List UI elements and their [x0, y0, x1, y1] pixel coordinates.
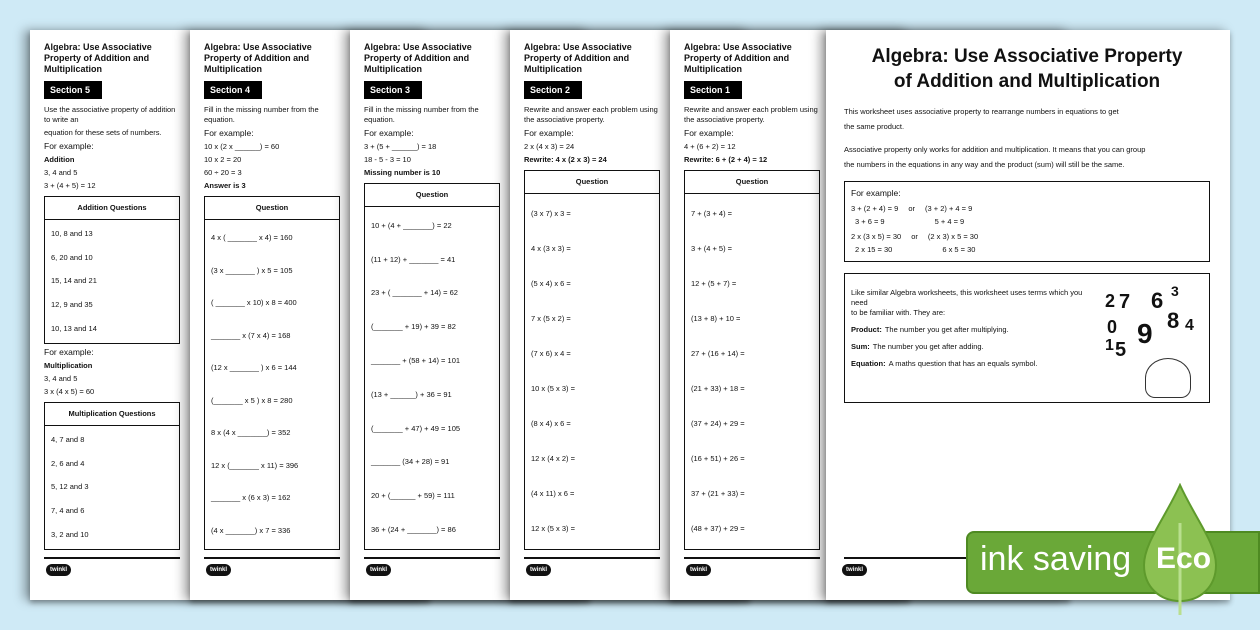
example-row — [851, 232, 1203, 242]
page-content — [844, 44, 1210, 403]
or-text: or — [911, 232, 918, 241]
example-alt-equation: (3 + 2) + 4 = 9 — [925, 204, 973, 213]
illustration-number: 4 — [1185, 317, 1194, 334]
question-table — [44, 402, 180, 550]
illustration-number: 5 — [1115, 339, 1127, 361]
table-row: (_______ x 5 ) x 8 = 280 — [211, 395, 293, 405]
table-header: Question — [365, 184, 499, 207]
term-text: The number you get after multiplying. — [884, 325, 1009, 334]
example-equation: 3 + (2 + 4) = 9 — [851, 204, 899, 213]
worksheet-header: Algebra: Use Associative Property of Addition and Multiplication — [524, 42, 632, 74]
illustration-number: 0 — [1107, 317, 1118, 337]
instruction-text: Use the associative property of addition to write an — [44, 105, 176, 124]
instruction-text: Rewrite and answer each problem using the associative property. — [524, 105, 658, 124]
table-row: (3 x _______ ) x 5 = 105 — [211, 265, 293, 275]
table-row: 7, 4 and 6 — [51, 506, 85, 516]
or-text: or — [908, 204, 915, 213]
worksheet-header: Algebra: Use Associative Property of Addition and Multiplication — [204, 42, 312, 74]
table-row: 8 x (4 x _______) = 352 — [211, 428, 291, 438]
example-row — [851, 204, 1203, 214]
example-equation: 3 x (4 x 5) = 60 — [44, 387, 95, 396]
cover-title — [844, 44, 1210, 94]
page-content — [44, 42, 180, 550]
table-row: 23 + ( _______ + 14) = 62 — [371, 288, 458, 298]
twinkl-logo: twinkl — [686, 564, 711, 576]
footer-divider — [204, 557, 340, 559]
table-row: 20 + (______ + 59) = 111 — [371, 491, 455, 501]
twinkl-logo: twinkl — [526, 564, 551, 576]
example-alt-equation: (2 x 3) x 5 = 30 — [927, 232, 979, 241]
table-row: 2, 6 and 4 — [51, 458, 85, 468]
intro-text: the numbers in the equations in any way and the product (sum) will still be the same. — [844, 160, 1125, 169]
example-label: For example: — [851, 188, 901, 198]
example-step: 2 x 15 = 30 — [855, 245, 893, 254]
example-label: For example: — [204, 128, 254, 138]
table-header: Question — [525, 171, 659, 194]
multiplication-label: Multiplication — [44, 361, 93, 370]
example-line: 3 + (5 + ______) = 18 — [364, 142, 437, 151]
twinkl-logo: twinkl — [46, 564, 71, 576]
illustration-number: 6 — [1151, 288, 1164, 313]
terms-text-column — [851, 288, 1101, 396]
table-body — [45, 220, 179, 343]
table-row: (_______ + 47) + 49 = 105 — [371, 423, 461, 433]
table-row: (12 x _______ ) x 6 = 144 — [211, 363, 297, 373]
page-content — [524, 42, 660, 550]
term-name: Product: — [851, 325, 882, 334]
terms-intro-block — [851, 288, 1101, 318]
table-row: 7 + (3 + 4) = — [691, 208, 733, 218]
example-box — [844, 181, 1210, 262]
table-row: 12, 9 and 35 — [51, 300, 93, 310]
table-row: 4 x (3 x 3) = — [531, 243, 571, 253]
example-line: 18 - 5 - 3 = 10 — [364, 155, 411, 164]
term-name: Sum: — [851, 342, 870, 351]
table-header: Question — [205, 197, 339, 220]
table-row: (3 x 7) x 3 = — [531, 208, 571, 218]
instruction-text: Rewrite and answer each problem using the associative property. — [684, 105, 818, 124]
table-row: 37 + (21 + 33) = — [691, 489, 745, 499]
section-badge: Section 4 — [204, 81, 262, 99]
example-label: For example: — [684, 128, 734, 138]
illustration-number: 1 — [1105, 337, 1114, 354]
intro-text: the same product. — [844, 122, 905, 131]
example-label: For example: — [524, 128, 574, 138]
table-row: 10, 8 and 13 — [51, 228, 93, 238]
table-row: 12 x (5 x 3) = — [531, 524, 575, 534]
table-body — [365, 207, 499, 549]
terms-box — [844, 273, 1210, 403]
example-line: 4 + (6 + 2) = 12 — [684, 142, 736, 151]
table-row: 4, 7 and 8 — [51, 434, 85, 444]
worksheet-header: Algebra: Use Associative Property of Addition and Multiplication — [364, 42, 472, 74]
thinking-child-illustration — [1101, 283, 1203, 396]
table-row: (_______ + 19) + 39 = 82 — [371, 322, 456, 332]
table-row: 5, 12 and 3 — [51, 482, 89, 492]
instruction-text: Fill in the missing number from the equation. — [364, 105, 479, 124]
example-set: 3, 4 and 5 — [44, 168, 78, 177]
footer-divider — [844, 557, 974, 559]
table-row: (21 + 33) + 18 = — [691, 384, 745, 394]
example-step: 5 + 4 = 9 — [934, 217, 965, 226]
terms-intro: to be familiar with. They are: — [851, 308, 946, 317]
table-row: 12 x (_______ x 11) = 396 — [211, 460, 299, 470]
table-body — [205, 220, 339, 549]
table-row: 12 + (5 + 7) = — [691, 278, 737, 288]
question-table — [44, 196, 180, 344]
table-row: 10, 13 and 14 — [51, 324, 97, 334]
twinkl-logo: twinkl — [366, 564, 391, 576]
table-row: _______ x (6 x 3) = 162 — [211, 493, 291, 503]
question-table — [684, 170, 820, 550]
table-row: (4 x 11) x 6 = — [531, 489, 575, 499]
table-row: (5 x 4) x 6 = — [531, 278, 571, 288]
illustration-number: 8 — [1167, 308, 1180, 333]
table-row: _______ + (58 + 14) = 101 — [371, 356, 461, 366]
cover-title-line: Algebra: Use Associative Property — [871, 46, 1183, 67]
answer-text: Missing number is 10 — [364, 168, 441, 177]
table-row: 12 x (4 x 2) = — [531, 454, 575, 464]
table-row: (8 x 4) x 6 = — [531, 419, 571, 429]
question-table — [204, 196, 340, 550]
example-label: For example: — [364, 128, 414, 138]
example-equation: 2 x (3 x 5) = 30 — [851, 232, 902, 241]
question-table — [524, 170, 660, 550]
example-line: 2 x (4 x 3) = 24 — [524, 142, 575, 151]
term-definition — [851, 359, 1101, 369]
section-badge: Section 1 — [684, 81, 742, 99]
table-row: 15, 14 and 21 — [51, 276, 97, 286]
table-row: (13 + ______) + 36 = 91 — [371, 389, 452, 399]
table-header: Question — [685, 171, 819, 194]
term-definition — [851, 342, 1101, 352]
table-row: (37 + 24) + 29 = — [691, 419, 745, 429]
illustration-number: 2 — [1105, 291, 1116, 311]
example-line: 10 x (2 x ______) = 60 — [204, 142, 280, 151]
term-name: Equation: — [851, 359, 886, 368]
intro-text: Associative property only works for addition and multiplication. It means that you can group — [844, 145, 1146, 154]
example-label: For example: — [44, 347, 94, 357]
example-label: For example: — [44, 141, 94, 151]
page-content — [684, 42, 820, 550]
table-header: Addition Questions — [45, 197, 179, 220]
table-body — [685, 194, 819, 549]
page-content — [204, 42, 340, 550]
worksheet-header: Algebra: Use Associative Property of Addition and Multiplication — [684, 42, 792, 74]
rewrite-text: Rewrite: 6 + (2 + 4) = 12 — [684, 155, 768, 164]
table-row: 6, 20 and 10 — [51, 252, 93, 262]
section-badge: Section 2 — [524, 81, 582, 99]
table-row: (7 x 6) x 4 = — [531, 348, 571, 358]
example-equation: 3 + (4 + 5) = 12 — [44, 181, 96, 190]
illustration-number: 3 — [1171, 283, 1179, 299]
example-steps-row — [851, 217, 1203, 227]
table-row: 27 + (16 + 14) = — [691, 348, 745, 358]
eco-badge-text: ink saving — [980, 540, 1132, 578]
table-row: 3 + (4 + 5) = — [691, 243, 733, 253]
example-step: 6 x 5 = 30 — [942, 245, 976, 254]
term-text: The number you get after adding. — [872, 342, 984, 351]
table-row: ( _______ x 10) x 8 = 400 — [211, 298, 297, 308]
instruction-text: equation for these sets of numbers. — [44, 128, 162, 137]
table-body — [525, 194, 659, 549]
table-row: (16 + 51) + 26 = — [691, 454, 745, 464]
table-row: (4 x _______) x 7 = 336 — [211, 525, 291, 535]
illustration-number: 7 — [1119, 291, 1131, 313]
table-row: _______ (34 + 28) = 91 — [371, 457, 450, 467]
table-body — [45, 426, 179, 549]
example-set: 3, 4 and 5 — [44, 374, 78, 383]
table-header: Multiplication Questions — [45, 403, 179, 426]
eco-label: Eco — [1156, 542, 1212, 575]
worksheet-header: Algebra: Use Associative Property of Addition and Multiplication — [44, 42, 152, 74]
table-row: (11 + 12) + _______ = 41 — [371, 254, 456, 264]
addition-label: Addition — [44, 155, 75, 164]
page-content — [364, 42, 500, 550]
question-table — [364, 183, 500, 550]
term-definition — [851, 325, 1101, 335]
answer-text: Answer is 3 — [204, 181, 246, 190]
footer-divider — [524, 557, 660, 559]
section-badge: Section 5 — [44, 81, 102, 99]
illustration-number: 9 — [1137, 318, 1153, 349]
table-row: (48 + 37) + 29 = — [691, 524, 745, 534]
table-row: 10 x (5 x 3) = — [531, 384, 575, 394]
footer-divider — [44, 557, 180, 559]
twinkl-logo: twinkl — [206, 564, 231, 576]
example-line: 10 x 2 = 20 — [204, 155, 242, 164]
cover-title-line: of Addition and Multiplication — [893, 71, 1161, 92]
table-row: 7 x (5 x 2) = — [531, 313, 571, 323]
table-row: 36 + (24 + _______) = 86 — [371, 525, 456, 535]
table-row: 4 x ( _______ x 4) = 160 — [211, 233, 293, 243]
example-step: 3 + 6 = 9 — [855, 217, 885, 226]
example-line: 60 ÷ 20 = 3 — [204, 168, 242, 177]
footer-divider — [684, 557, 820, 559]
section-badge: Section 3 — [364, 81, 422, 99]
table-row: 10 + (4 + _______) = 22 — [371, 220, 452, 230]
twinkl-logo: twinkl — [842, 564, 867, 576]
table-row: 3, 2 and 10 — [51, 530, 89, 540]
term-text: A maths question that has an equals symbol. — [888, 359, 1038, 368]
rewrite-text: Rewrite: 4 x (2 x 3) = 24 — [524, 155, 607, 164]
instruction-text: Fill in the missing number from the equation. — [204, 105, 319, 124]
child-head-drawing — [1145, 358, 1191, 398]
example-steps-row — [851, 245, 1203, 255]
footer-divider — [364, 557, 500, 559]
intro-text: This worksheet uses associative property to rearrange numbers in equations to get — [844, 107, 1119, 116]
terms-intro: Like similar Algebra worksheets, this worksheet uses terms which you need — [851, 288, 1083, 307]
table-row: _______ x (7 x 4) = 168 — [211, 330, 291, 340]
table-row: (13 + 8) + 10 = — [691, 313, 741, 323]
